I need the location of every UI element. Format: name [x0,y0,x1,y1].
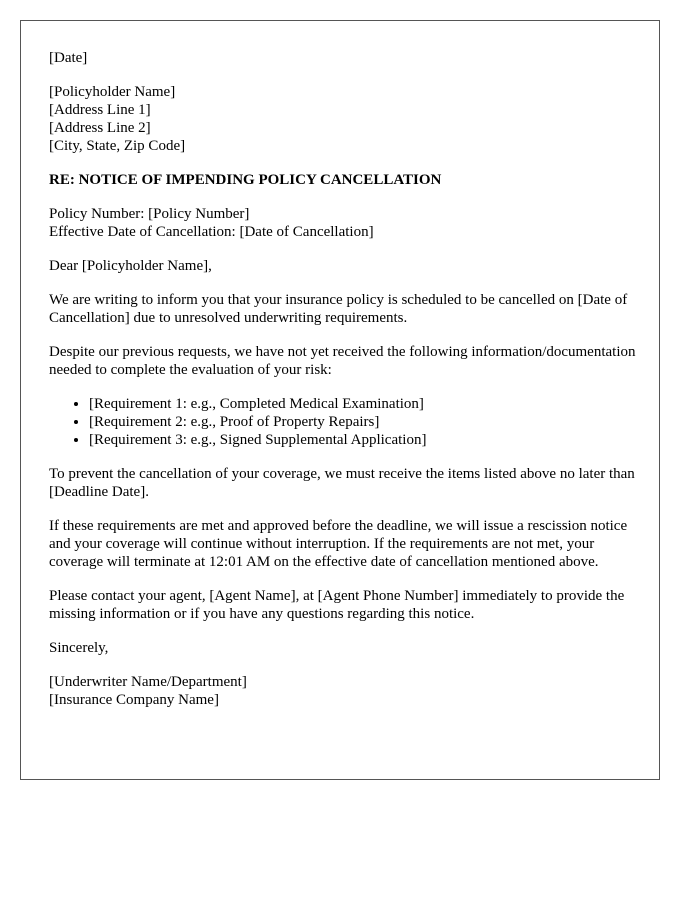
letter-page [20,20,660,780]
recipient-address-line-1: [Address Line 1] [49,102,151,118]
recipient-address-line-2: [Address Line 2] [49,120,151,136]
letter-date: [Date] [49,50,88,66]
recipient-name: [Policyholder Name] [49,84,176,100]
recipient-address [49,83,641,155]
salutation: Dear [Policyholder Name], [49,258,212,274]
requirement-item: • [Requirement 2: e.g., Proof of Property Repairs] [89,413,641,431]
re-line: RE: NOTICE OF IMPENDING POLICY CANCELLATION [49,172,442,188]
effective-date: Effective Date of Cancellation: [Date of Cancellation] [49,224,374,240]
signature-company: [Insurance Company Name] [49,692,219,708]
letter-body [49,49,641,725]
paragraph-outcome: If these requirements are met and approved before the deadline, we will issue a rescission notice and your coverage will continue without interruption. If the requirements are not met, your coverage will terminate at 12:01 AM on the effective date of cancellation mentioned above. [49,518,628,570]
paragraph-contact: Please contact your agent, [Agent Name], at [Agent Phone Number] immediately to provide the missing information or if you have any questions regarding this notice. [49,588,625,622]
policy-details [49,205,641,241]
recipient-city-state-zip: [City, State, Zip Code] [49,138,186,154]
policy-number: Policy Number: [Policy Number] [49,206,250,222]
signature-block [49,673,641,709]
requirement-item: • [Requirement 3: e.g., Signed Supplemental Application] [89,431,641,449]
requirement-item: • [Requirement 1: e.g., Completed Medical Examination] [89,395,641,413]
requirements-list [49,395,641,449]
paragraph-requests: Despite our previous requests, we have not yet received the following information/documentation needed to complete the evaluation of your risk: [49,344,636,378]
signature-underwriter: [Underwriter Name/Department] [49,674,247,690]
paragraph-notice: We are writing to inform you that your insurance policy is scheduled to be cancelled on [Date of Cancellation] due to unresolved underwriting requirements. [49,292,628,326]
closing: Sincerely, [49,640,109,656]
paragraph-deadline: To prevent the cancellation of your coverage, we must receive the items listed above no later than [Deadline Date]. [49,466,635,500]
